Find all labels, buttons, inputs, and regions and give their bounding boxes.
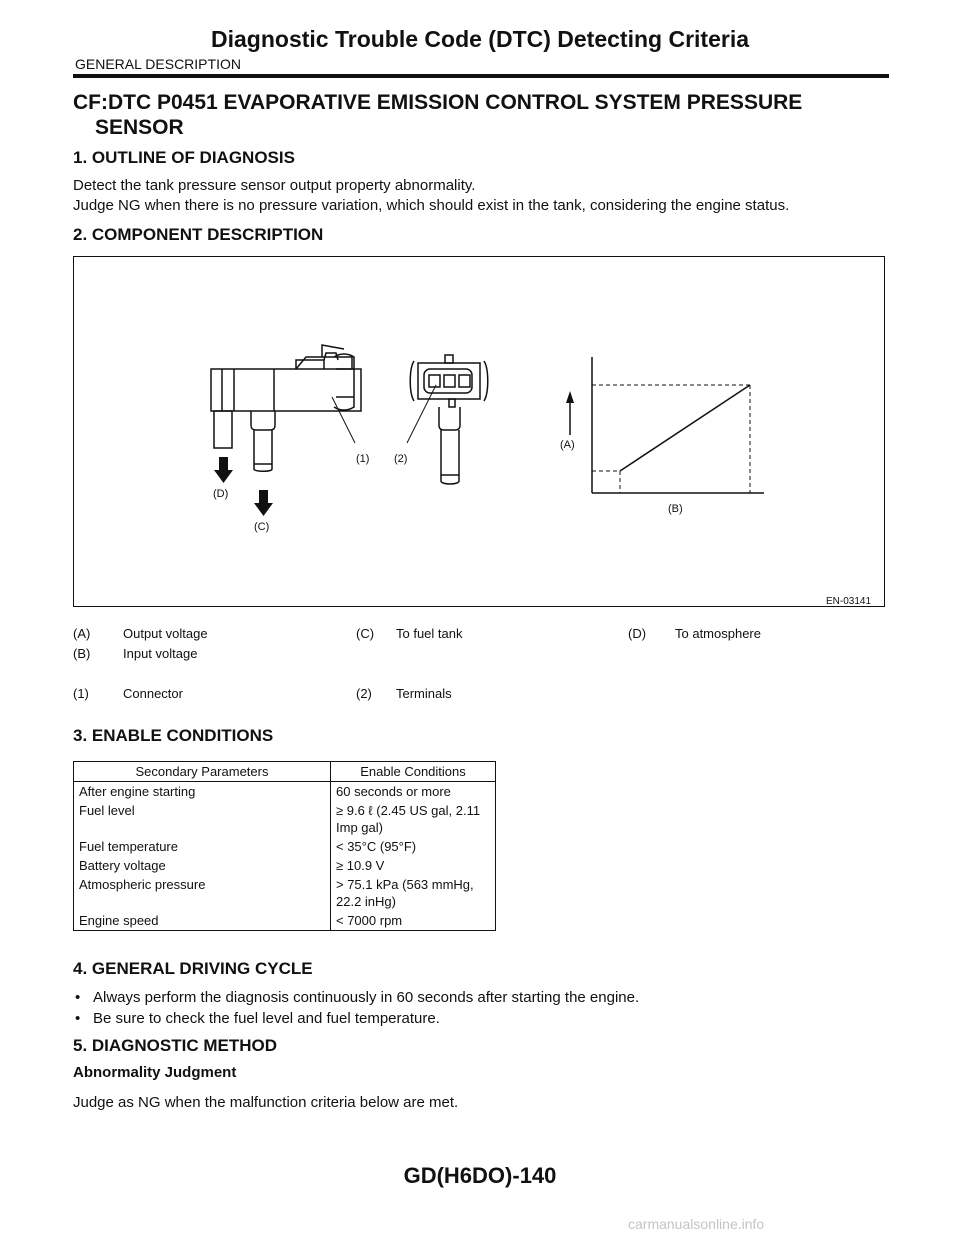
table-header-row [74, 762, 496, 782]
legend-key-d: (D) [628, 626, 647, 641]
table-cell: Fuel level [74, 801, 331, 837]
table-row [74, 911, 496, 931]
legend-text-b: Input voltage [123, 646, 198, 661]
column-header: Secondary Parameters [74, 762, 331, 782]
legend-text-d: To atmosphere [675, 626, 761, 641]
table-cell: ≥ 10.9 V [331, 856, 496, 875]
method-heading: 5. DIAGNOSTIC METHOD [73, 1036, 278, 1055]
watermark: carmanualsonline.info [628, 1216, 765, 1232]
section-title [73, 90, 873, 140]
table-row [74, 837, 496, 856]
arrow-down-icon [254, 490, 273, 516]
legend-text-c: To fuel tank [396, 626, 463, 641]
table-cell: < 7000 rpm [331, 911, 496, 931]
table-cell: > 75.1 kPa (563 mmHg, 22.2 inHg) [331, 875, 496, 911]
page-number: GD(H6DO)-140 [403, 1163, 557, 1188]
label-d: (D) [213, 488, 229, 500]
sensor-illustration [74, 257, 886, 608]
table-cell: Engine speed [74, 911, 331, 931]
legend-key-1: (1) [73, 686, 89, 701]
label-c: (C) [254, 521, 270, 533]
table-row [74, 801, 496, 837]
section-title-line2: SENSOR [95, 116, 184, 139]
list-item: • Always perform the diagnosis continuously in 60 seconds after starting the engine. [73, 987, 639, 1008]
header-divider [73, 74, 889, 78]
table-row [74, 782, 496, 802]
column-header: Enable Conditions [331, 762, 496, 782]
driving-bullet-list [73, 987, 639, 1029]
driving-heading: 4. GENERAL DRIVING CYCLE [73, 959, 313, 978]
legend-key-a: (A) [73, 626, 91, 641]
component-figure [73, 256, 885, 607]
enable-heading: 3. ENABLE CONDITIONS [73, 726, 274, 745]
enable-conditions-table [73, 761, 496, 931]
table-row [74, 875, 496, 911]
table-cell: ≥ 9.6 ℓ (2.45 US gal, 2.11 Imp gal) [331, 801, 496, 837]
label-b: (B) [668, 503, 683, 515]
label-2: (2) [394, 453, 408, 465]
method-text: Judge as NG when the malfunction criteria below are met. [73, 1094, 459, 1111]
legend-key-c: (C) [356, 626, 375, 641]
label-a: (A) [560, 439, 575, 451]
table-cell: After engine starting [74, 782, 331, 802]
page-subtitle: GENERAL DESCRIPTION [75, 56, 241, 72]
table-cell: Fuel temperature [74, 837, 331, 856]
legend-key-b: (B) [73, 646, 91, 661]
table-cell: < 35°C (95°F) [331, 837, 496, 856]
legend-text-a: Output voltage [123, 626, 208, 641]
figure-id: EN-03141 [826, 596, 872, 607]
list-item: • Be sure to check the fuel level and fuel temperature. [73, 1008, 639, 1029]
component-heading: 2. COMPONENT DESCRIPTION [73, 225, 324, 244]
legend-key-2: (2) [356, 686, 372, 701]
outline-text-2: Judge NG when there is no pressure variation, which should exist in the tank, considering the engine status. [73, 197, 790, 214]
legend-text-2: Terminals [396, 686, 452, 701]
section-title-line1: CF:DTC P0451 EVAPORATIVE EMISSION CONTROL SYSTEM PRESSURE [73, 91, 803, 114]
table-cell: 60 seconds or more [331, 782, 496, 802]
outline-text-1: Detect the tank pressure sensor output property abnormality. [73, 177, 476, 194]
page-title: Diagnostic Trouble Code (DTC) Detecting Criteria [211, 26, 749, 52]
legend-text-1: Connector [123, 686, 183, 701]
outline-heading: 1. OUTLINE OF DIAGNOSIS [73, 148, 295, 167]
table-cell: Atmospheric pressure [74, 875, 331, 911]
label-1: (1) [356, 453, 370, 465]
method-subheading: Abnormality Judgment [73, 1064, 237, 1081]
arrow-down-icon [214, 457, 233, 483]
table-row [74, 856, 496, 875]
table-cell: Battery voltage [74, 856, 331, 875]
